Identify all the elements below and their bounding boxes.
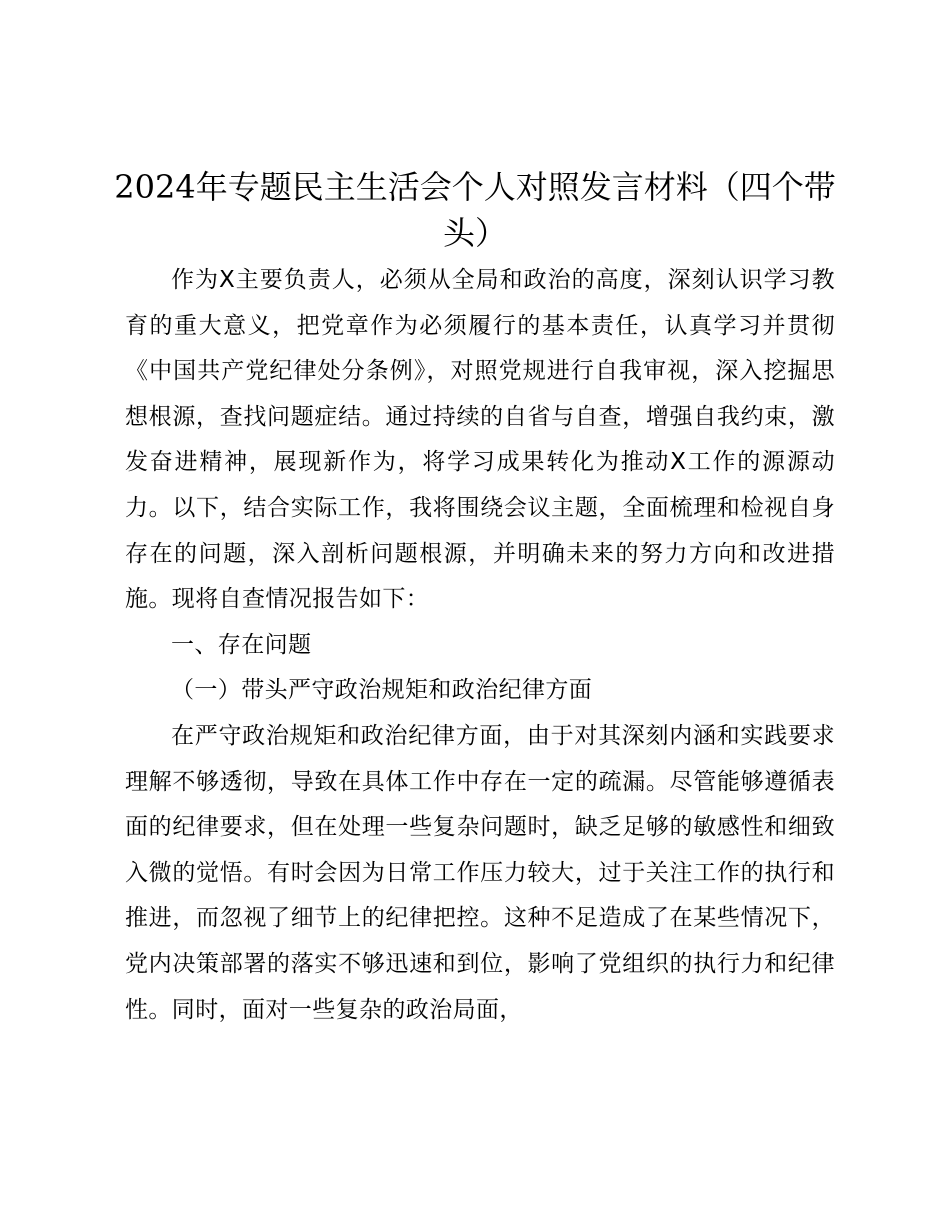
document-title: 2024年专题民主生活会个人对照发言材料（四个带头）	[114, 168, 836, 252]
section-heading: 一、存在问题	[171, 631, 312, 658]
body-paragraph: 在严守政治规矩和政治纪律方面，由于对其深刻内涵和实践要求理解不够透彻，导致在具体工作中存在一定的疏漏。尽管能够遵循表面的纪律要求，但在处理一些复杂问题时，缺乏足够的敏感性和细致入微的觉悟。有时会因为日常工作压力较大，过于关注工作的执行和推进，而忽视了细节上的纪律把控。这种不足造成了在某些情况下，党内决策部署的落实不够迅速和到位，影响了党组织的执行力和纪律性。同时，面对一些复杂的政治局面，	[125, 722, 835, 1023]
intro-paragraph: 作为X主要负责人，必须从全局和政治的高度，深刻认识学习教育的重大意义，把党章作为必须履行的基本责任，认真学习并贯彻《中国共产党纪律处分条例》，对照党规进行自我审视，深入挖掘思想根源，查找问题症结。通过持续的自省与自查，增强自我约束，激发奋进精神，展现新作为，将学习成果转化为推动X工作的源源动力。以下，结合实际工作，我将围绕会议主题，全面梳理和检视自身存在的问题，深入剖析问题根源，并明确未来的努力方向和改进措施。现将自查情况报告如下：	[125, 267, 835, 613]
document-body	[125, 258, 835, 1033]
subsection-heading: （一）带头严守政治规矩和政治纪律方面	[171, 677, 593, 704]
